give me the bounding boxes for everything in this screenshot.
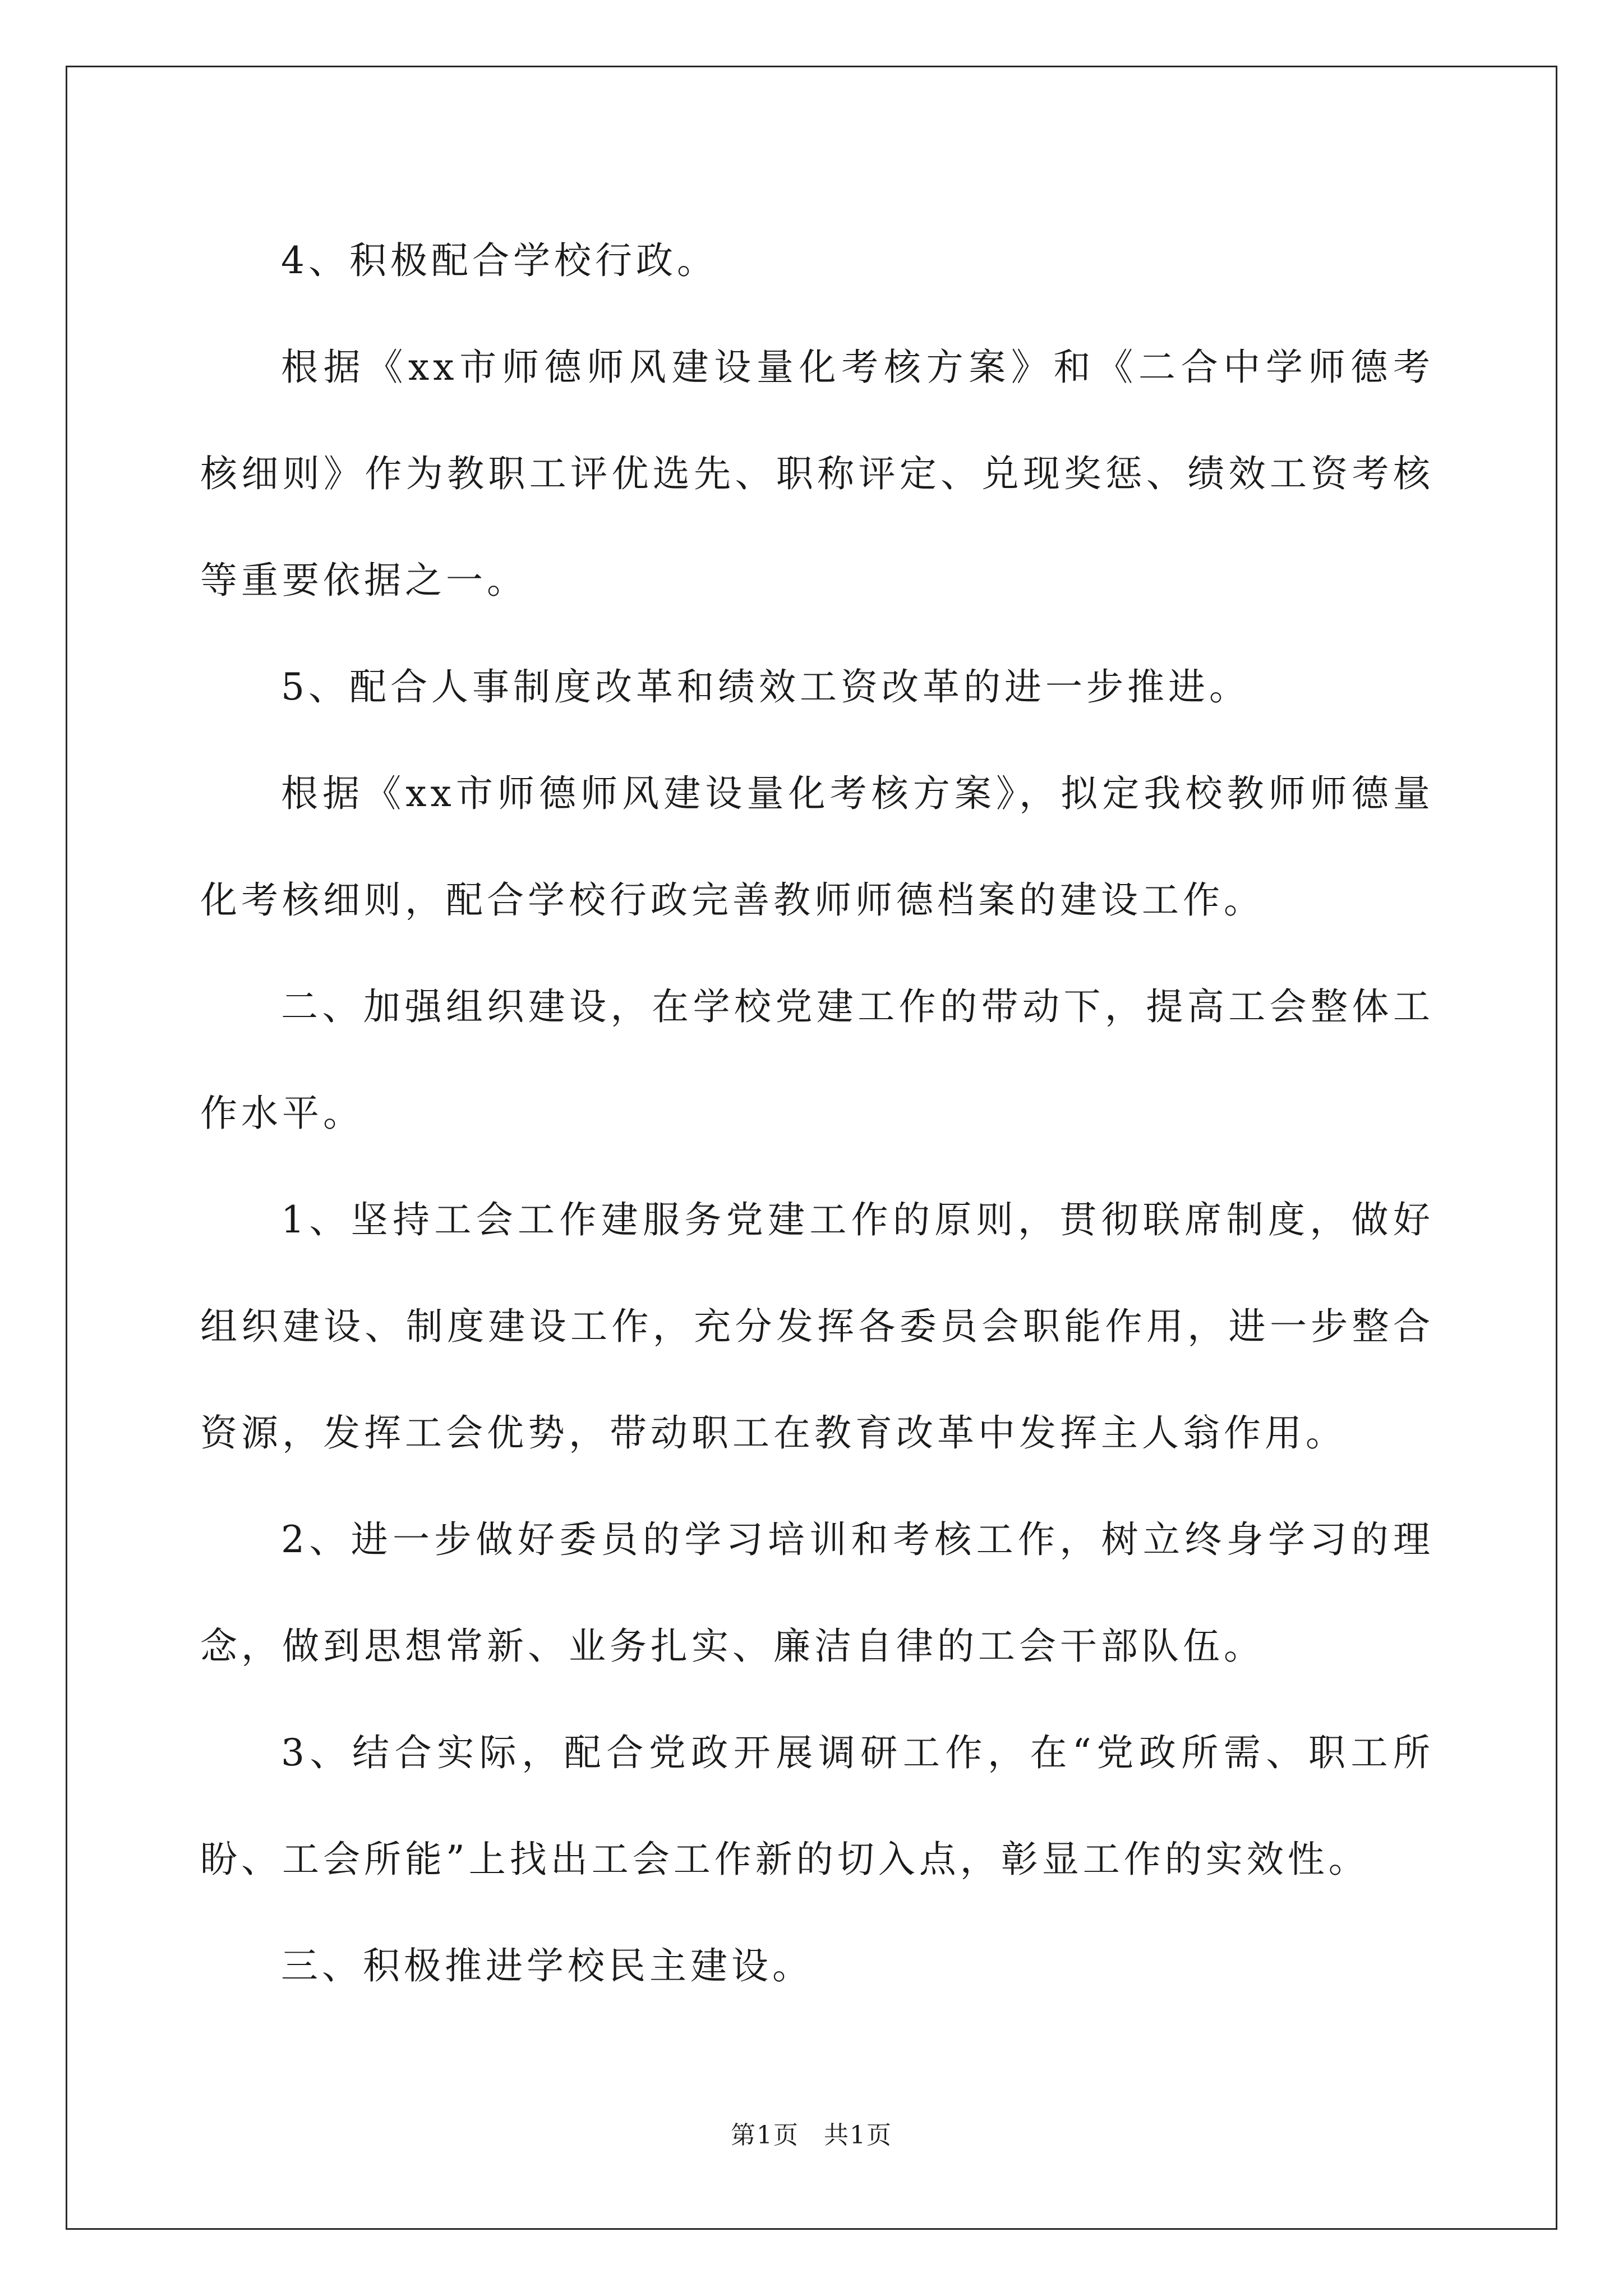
document-body — [200, 208, 1434, 2019]
paragraph: 3、结合实际，配合党政开展调研工作，在“党政所需、职工所盼、工会所能”上找出工会工作新的切入点，彰显工作的实效性。 — [200, 1731, 1434, 1881]
paragraph: 1、坚持工会工作建服务党建工作的原则，贯彻联席制度，做好组织建设、制度建设工作，充分发挥各委员会职能作用，进一步整合资源，发挥工会优势，带动职工在教育改革中发挥主人翁作用。 — [200, 1198, 1434, 1455]
paragraph: 二、加强组织建设，在学校党建工作的带动下，提高工会整体工作水平。 — [200, 985, 1434, 1135]
paragraph: 5、配合人事制度改革和绩效工资改革的进一步推进。 — [281, 665, 1250, 708]
page-number-total: 共1页 — [824, 2121, 892, 2150]
paragraph: 三、积极推进学校民主建设。 — [281, 1944, 813, 1987]
paragraph: 根据《xx市师德师风建设量化考核方案》，拟定我校教师师德量化考核细则，配合学校行政完善教师师德档案的建设工作。 — [200, 772, 1434, 922]
paragraph: 根据《xx市师德师风建设量化考核方案》和《二合中学师德考核细则》作为教职工评优选先、职称评定、兑现奖惩、绩效工资考核等重要依据之一。 — [200, 346, 1434, 602]
page-footer — [0, 2115, 1623, 2151]
paragraph: 2、进一步做好委员的学习培训和考核工作，树立终身学习的理念，做到思想常新、业务扎实、廉洁自律的工会干部队伍。 — [200, 1518, 1434, 1668]
page-number-current: 第1页 — [731, 2121, 799, 2150]
paragraph: 4、积极配合学校行政。 — [281, 239, 718, 282]
